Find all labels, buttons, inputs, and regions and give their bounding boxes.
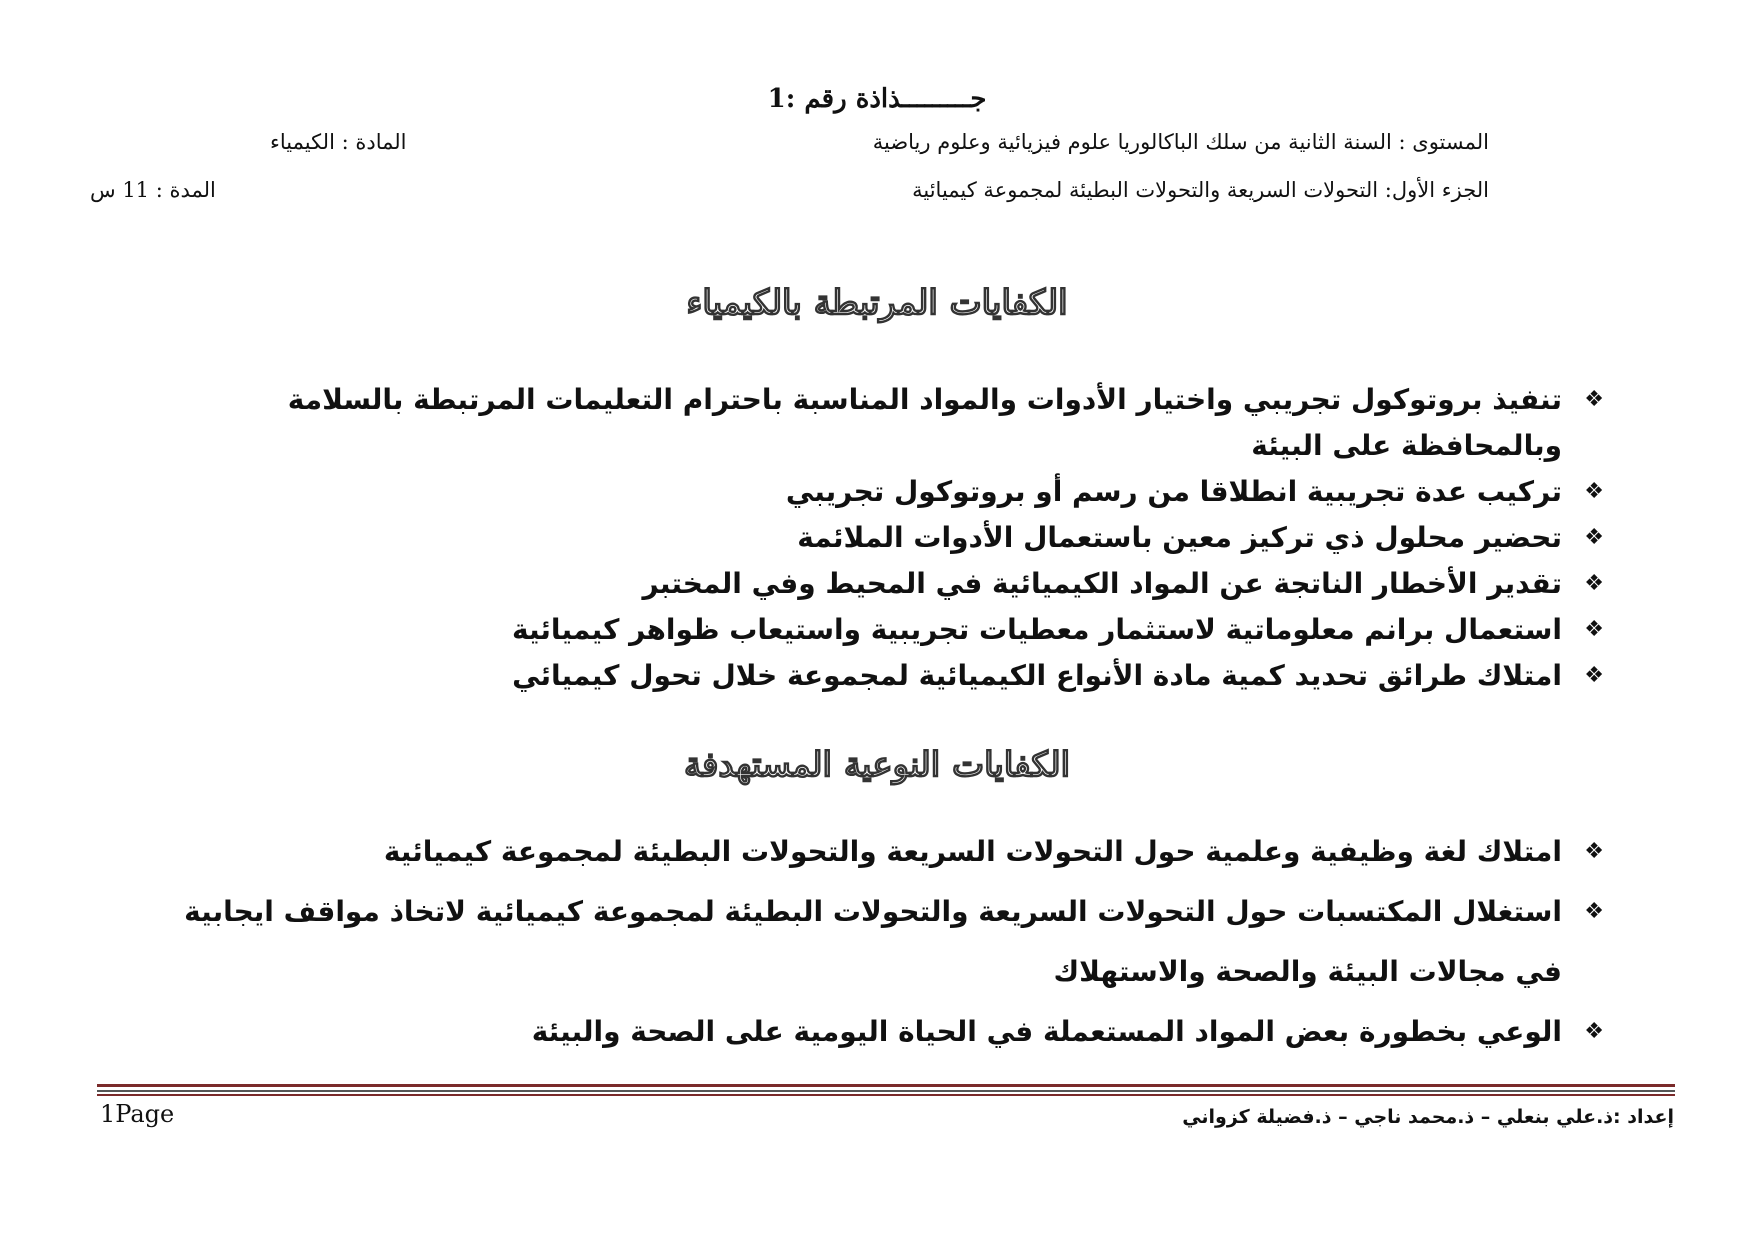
list-item: ❖ امتلاك طرائق تحديد كمية مادة الأنواع الكيميائية لمجموعة خلال تحول كيميائي — [154, 653, 1604, 699]
list-item: ❖ تقدير الأخطار الناتجة عن المواد الكيميائية في المحيط وفي المختبر — [154, 561, 1604, 607]
four-diamond-bullet-icon: ❖ — [1584, 839, 1604, 864]
list-item: ❖ تنفيذ بروتوكول تجريبي واختيار الأدوات والمواد المناسبة باحترام التعليمات المرتبطة بالسلامة وبالمحافظة على البيئة — [154, 377, 1604, 469]
part-label: الجزء الأول: التحولات السريعة والتحولات البطيئة لمجموعة كيميائية — [912, 178, 1489, 202]
four-diamond-bullet-icon: ❖ — [1584, 1019, 1604, 1044]
duration-label: المدة : 11 س — [90, 178, 216, 202]
four-diamond-bullet-icon: ❖ — [1584, 899, 1604, 924]
page-title: جـــــــــذاذة رقم :1 — [767, 84, 987, 114]
four-diamond-bullet-icon: ❖ — [1584, 387, 1604, 412]
four-diamond-bullet-icon: ❖ — [1584, 617, 1604, 642]
footer-rule-bottom — [97, 1094, 1675, 1096]
list-item: ❖ تركيب عدة تجريبية انطلاقا من رسم أو بروتوكول تجريبي — [154, 469, 1604, 515]
list-item: ❖ استغلال المكتسبات حول التحولات السريعة والتحولات البطيئة لمجموعة كيميائية لاتخاذ مواقف ايجابية في مجالات البيئة والصحة والاستهلاك — [154, 882, 1604, 1002]
chemistry-competencies-list — [154, 377, 1604, 699]
footer-rule-middle — [97, 1090, 1675, 1092]
list-item: ❖ امتلاك لغة وظيفية وعلمية حول التحولات السريعة والتحولات البطيئة لمجموعة كيميائية — [154, 822, 1604, 882]
list-item: ❖ استعمال برانم معلوماتية لاستثمار معطيات تجريبية واستيعاب ظواهر كيميائية — [154, 607, 1604, 653]
four-diamond-bullet-icon: ❖ — [1584, 663, 1604, 688]
four-diamond-bullet-icon: ❖ — [1584, 525, 1604, 550]
four-diamond-bullet-icon: ❖ — [1584, 571, 1604, 596]
list-item: ❖ الوعي بخطورة بعض المواد المستعملة في الحياة اليومية على الصحة والبيئة — [154, 1002, 1604, 1062]
targeted-competencies-list — [154, 822, 1604, 1062]
level-label: المستوى : السنة الثانية من سلك الباكالوريا علوم فيزيائية وعلوم رياضية — [872, 130, 1489, 154]
section-heading-chemistry-competencies: الكفايات المرتبطة بالكيمياء — [686, 283, 1068, 323]
section-heading-targeted-competencies: الكفايات النوعية المستهدفة — [683, 745, 1071, 785]
subject-label: المادة : الكيمياء — [270, 130, 407, 154]
list-item: ❖ تحضير محلول ذي تركيز معين باستعمال الأدوات الملائمة — [154, 515, 1604, 561]
four-diamond-bullet-icon: ❖ — [1584, 479, 1604, 504]
footer-authors: إعداد :ذ.علي بنعلي – ذ.محمد ناجي – ذ.فضيلة كزواني — [1182, 1106, 1674, 1128]
page-number: 1Page — [100, 1100, 175, 1128]
footer-rule-top — [97, 1084, 1675, 1087]
